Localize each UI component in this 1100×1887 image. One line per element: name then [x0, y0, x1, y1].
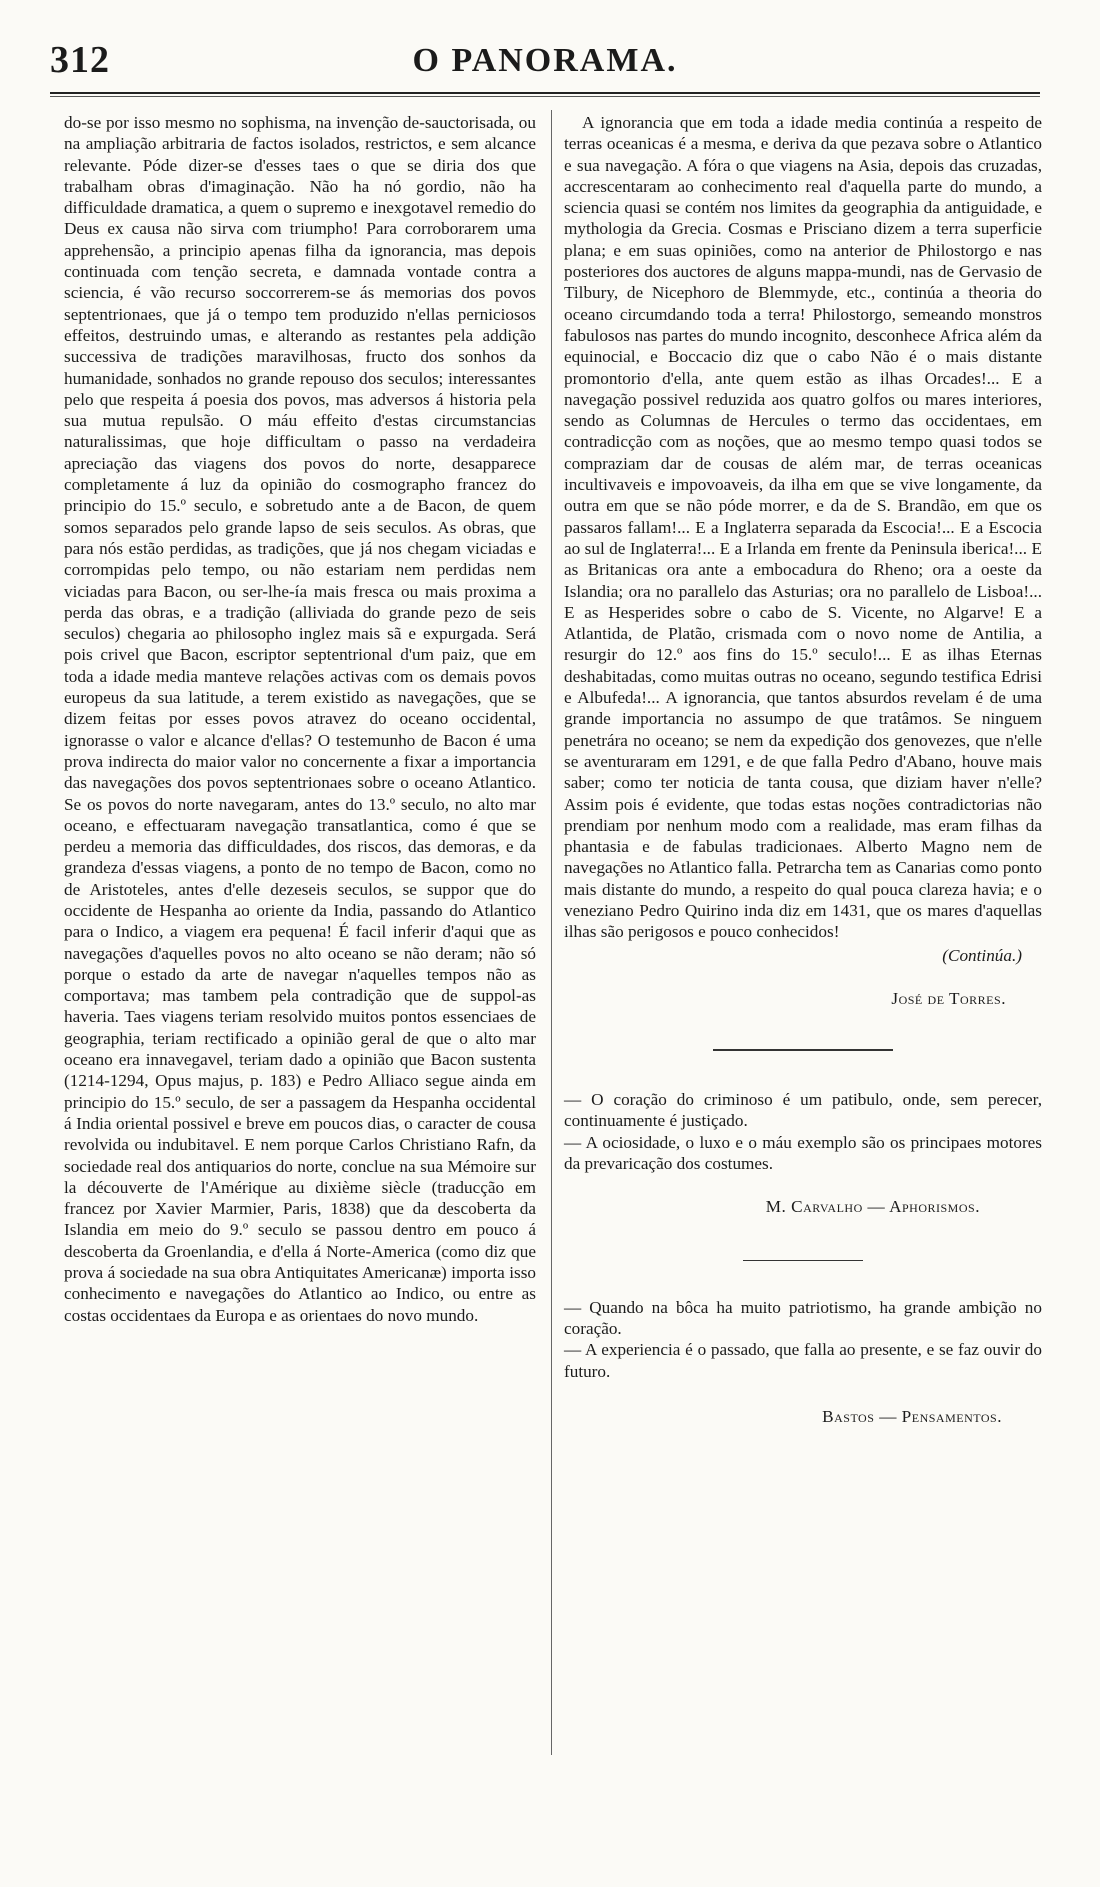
column-divider — [551, 110, 552, 1755]
left-column-text: do-se por isso mesmo no sophisma, na invenção de-sauctorisada, ou na ampliação arbitraria de factos isolados, restrictos, e sem alcance relevante. Póde dizer-se d'esses taes o que se diria dos que trabalham obras d'imaginação. Não ha nó gordio, não ha difficuldade dramatica, a quem o supremo e inexgotavel remedio do Deus ex causa não sirva com triumpho! Para corroborarem uma apprehensão, a principio apenas filha da ignorancia, mas depois continuada com tenção secreta, e damnada vontade contra a sciencia, é vão recurso soccorrerem-se ás memorias dos povos septentrionaes, que já o tempo tem produzido n'ellas perniciosos effeitos, destruindo umas, e alterando as restantes pela addição successiva de tradições maravilhosas, fructo dos sonhos da humanidade, sonhados no grande repouso dos seculos; interessantes pelo que respeita á poesia dos povos, mas adversos á historia pela sua mutua repulsão. O máu effeito d'estas circumstancias naturalissimas, que hoje difficultam o passo na verdadeira apreciação das viagens dos povos do norte, desapparece completamente á luz da opinião do cosmographo francez do principio do 15.º seculo, e sobretudo ante a de Bacon, de quem somos separados pelo grande lapso de seis seculos. As obras, que para nós estão perdidas, as tradições, que já nos chegam viciadas e corrompidas pelo tempo, ou não estariam nem perdidas nem viciadas para Bacon, ou ser-lhe-ía mais fresca ou mais proxima a perda das obras, e a tradição (alliviada do grande pezo de seis seculos) chegaria ao philosopho inglez mais sã e expurgada. Será pois crivel que Bacon, escriptor septentrional d'um paiz, que em toda a idade media manteve relações activas com os demais povos europeus da sua latitude, a terem existido as navegações, que se dizem feitas por esses povos atravez do oceano occidental, ignorasse o valor e alcance d'ellas? O testemunho de Bacon é uma prova indirecta do maior valor no concernente a fixar a importancia das navegações dos povos septentrionaes sobre o oceano Atlantico. Se os povos do norte navegaram, antes do 13.º seculo, no alto mar oceano, e effectuaram navegação transatlantica, como é que se perdeu a memoria das difficuldades, dos riscos, das demoras, e da grandeza d'essas viagens, a ponto de no tempo de Bacon, como no de Aristoteles, antes d'elle dezeseis seculos, se suppor que do occidente de Hespanha ao oriente da India, passando do Atlantico para o Indico, a viagem era pequena! É facil inferir d'aqui que as navegações d'aquelles povos no alto oceano se não deram; não só porque o estado da arte de navegar n'aquelles tempos não as comportava; mas tambem pela contradição que de suppol-as haveria. Taes viagens teriam resolvido muitos pontos essenciaes de geographia, teriam rectificado a opinião geral de que o alto mar oceano era innavegavel, teriam dado a opinião que Bacon sustenta (1214-1294, Opus majus, p. 183) e Pedro Alliaco segue ainda em principio do 15.º seculo, de ser a passagem da Hespanha occidental á India oriental possivel e breve em poucos dias, o caracter de cousa revolvida ou indubitavel. E nem porque Carlos Christiano Rafn, da sociedade real dos antiquarios do norte, conclue na sua Mémoire sur la découverte de l'Amérique au dixième siècle (traducção em francez por Xavier Marmier, Paris, 1838) que da descoberta da Islandia em meio do 9.º seculo se passou dentro em pouco á descoberta da Groenlandia, e d'ella á Norte-America (como diz que prova á sociedade na sua obra Antiquitates Americanæ) importa isso conhecimento e navegações do Atlantico ao Indico, ou entre as costas occidentaes da Europa e as orientaes do novo mundo. — [64, 113, 536, 1325]
section-separator-2 — [743, 1260, 863, 1261]
aphorism-1: — O coração do criminoso é um patibulo, onde, sem perecer, continuamente é justiçado. — [564, 1090, 1042, 1131]
header-rule-thin — [50, 96, 1040, 97]
article-signature: José de Torres. — [891, 988, 1006, 1008]
aphorism-2: — A ociosidade, o luxo e o máu exemplo são os principaes motores da prevaricação dos costumes. — [564, 1132, 1042, 1174]
right-column-text: A ignorancia que em toda a idade media continúa a respeito de terras oceanicas é a mesma, e deriva da que pezava sobre o Atlantico e sua navegação. A fóra o que viagens na Asia, depois das cruzadas, accrescentaram ao conhecimento real d'aquella parte do mundo, a sciencia quasi se contém nos limites da geographia da antiguidade, e mythologia da Grecia. Cosmas e Prisciano dizem a terra superficie plana; e em suas opiniões, como na anterior de Philostorgo e nas posteriores dos auctores de alguns mappa-mundi, nas de Gervasio de Tilbury, de Nicephoro de Blemmyde, etc., continúa a theoria do oceano circumdando toda a terra! Philostorgo, semeando monstros fabulosos nas partes do mundo incognito, desconhece Africa além da equinocial, e Boccacio diz que o cabo Não é o mais distante promontorio d'ella, ante quem estão as ilhas Orcades!... E a navegação possivel reduzida aos quatro golfos ou mares interiores, sendo as Columnas de Hercules o termo das occidentaes, em contradicção com as noções, que ao mesmo tempo quasi todos se compraziam dar de cousas de além mar, de terras oceanicas incultivaveis e impovoaveis, da ilha em que se vive longamente, da outra em que se não póde morrer, e da de S. Brandão, em que os passaros fallam!... E a Inglaterra separada da Escocia!... E a Escocia ao sul de Inglaterra!... E a Irlanda em frente da Peninsula iberica!... E as Britanicas ora ante a embocadura do Rheno; ora a oeste da Islandia; ora no parallelo das Asturias; ora no parallelo de Lisboa!... E as Hesperides sobre o cabo de S. Vicente, no Algarve! E a Atlantida, de Platão, crismada com o novo nome de Antilia, a resurgir do 12.º aos fins do 15.º seculo!... E as ilhas Eternas deshabitadas, como muitas outras no oceano, segundo testifica Edrisi e Albufeda!... A ignorancia, que tantos absurdos revelam é de uma grande importancia no assumpo de que tratâmos. Se ninguem penetrára no oceano; se nem da expedição dos genovezes, que n'elle se aventuraram em 1291, e de que falla Pedro d'Abano, houve mais saber; como ter noticia de tanta cousa, que diziam haver n'elle? Assim pois é evidente, que todas estas noções contradictorias não prendiam por nenhum modo com a realidade, mas eram filhas da phantasia e de fabulas tradicionaes. Alberto Magno nem de navegações no Atlantico falla. Petrarcha tem as Canarias como ponto mais distante do mundo, a respeito do qual pouca clareza havia; e o veneziano Pedro Quirino inda diz em 1431, que os mares d'aquellas ilhas são perigosos e pouco conhecidos! — [564, 113, 1042, 942]
left-column — [64, 112, 536, 1326]
thoughts-signature: Bastos — Pensamentos. — [822, 1406, 1002, 1426]
continuation-note: (Continúa.) — [942, 945, 1022, 965]
page-header — [50, 38, 1040, 86]
right-column — [564, 112, 1042, 1427]
page-number: 312 — [50, 39, 110, 81]
thought-1: — Quando na bôca ha muito patriotismo, ha grande ambição no coração. — [564, 1297, 1042, 1338]
thought-2: — A experiencia é o passado, que falla ao presente, e se faz ouvir do futuro. — [564, 1340, 1042, 1381]
header-rule — [50, 92, 1040, 94]
section-separator — [713, 1049, 893, 1051]
aphorisms-signature: M. Carvalho — Aphorismos. — [765, 1197, 980, 1217]
page-title: O PANORAMA. — [412, 42, 678, 79]
